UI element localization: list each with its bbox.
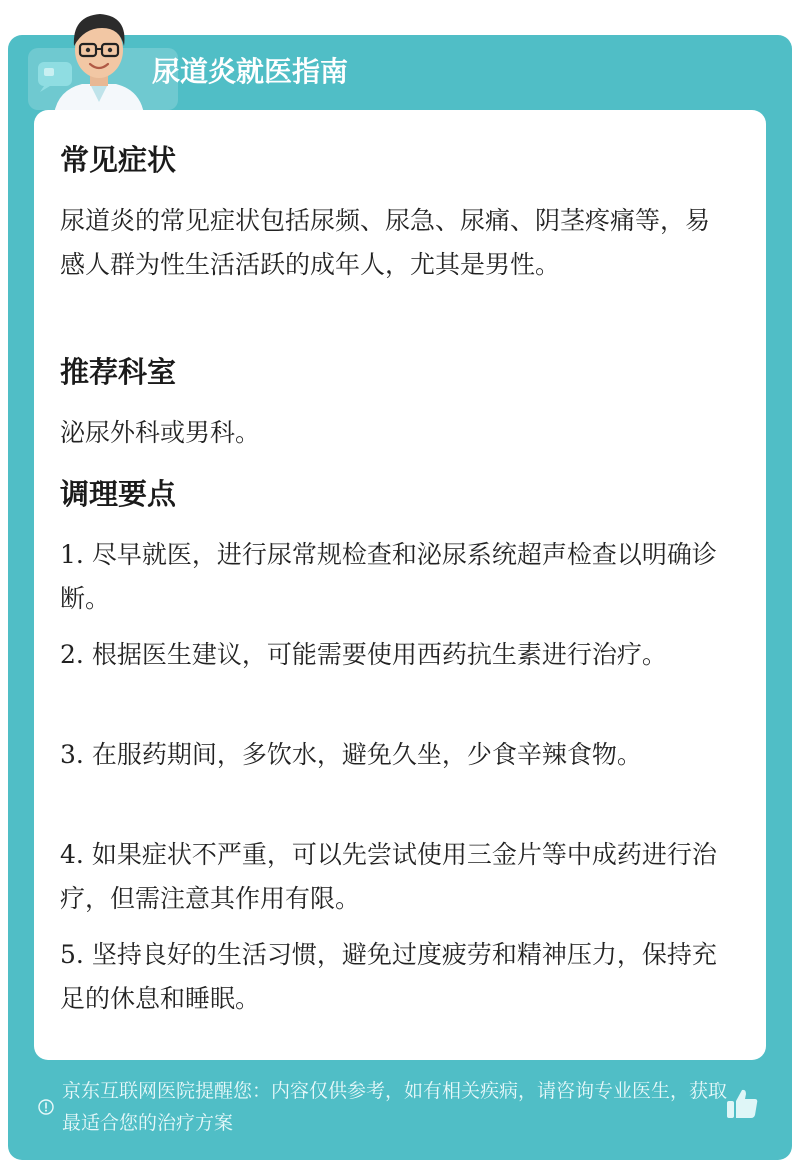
list-text: 坚持良好的生活习惯，避免过度疲劳和精神压力，保持充足的休息和睡眠。 xyxy=(60,940,717,1013)
department-text: 泌尿外科或男科。 xyxy=(60,418,261,447)
page-title: 尿道炎就医指南 xyxy=(152,55,349,88)
footer-disclaimer: 京东互联网医院提醒您：内容仅供参考，如有相关疾病，请咨询专业医生，获取最适合您的治疗方案 xyxy=(62,1080,728,1134)
section-title-department: 推荐科室 xyxy=(60,355,177,389)
list-number: 2. xyxy=(60,640,84,669)
list-item xyxy=(60,733,732,777)
list-number: 3. xyxy=(60,740,84,769)
list-item xyxy=(60,533,732,621)
info-icon xyxy=(38,1099,54,1115)
list-number: 4. xyxy=(60,840,84,869)
symptoms-text: 尿道炎的常见症状包括尿频、尿急、尿痛、阴茎疼痛等，易感人群为性生活活跃的成年人，尤其是男性。 xyxy=(60,206,711,279)
list-item xyxy=(60,933,732,1021)
doctor-avatar xyxy=(44,6,154,114)
list-number: 5. xyxy=(60,940,84,969)
list-item xyxy=(60,833,732,921)
list-number: 1. xyxy=(60,540,84,569)
list-item xyxy=(60,633,732,677)
list-text: 尽早就医，进行尿常规检查和泌尿系统超声检查以明确诊断。 xyxy=(60,540,717,613)
content-panel xyxy=(34,110,766,1060)
list-text: 如果症状不严重，可以先尝试使用三金片等中成药进行治疗，但需注意其作用有限。 xyxy=(60,840,717,913)
list-text: 根据医生建议，可能需要使用西药抗生素进行治疗。 xyxy=(91,640,667,669)
thumbs-up-icon[interactable] xyxy=(724,1086,760,1122)
list-text: 在服药期间，多饮水，避免久坐，少食辛辣食物。 xyxy=(91,740,642,769)
section-title-care: 调理要点 xyxy=(60,477,177,511)
section-title-symptoms: 常见症状 xyxy=(60,143,177,177)
